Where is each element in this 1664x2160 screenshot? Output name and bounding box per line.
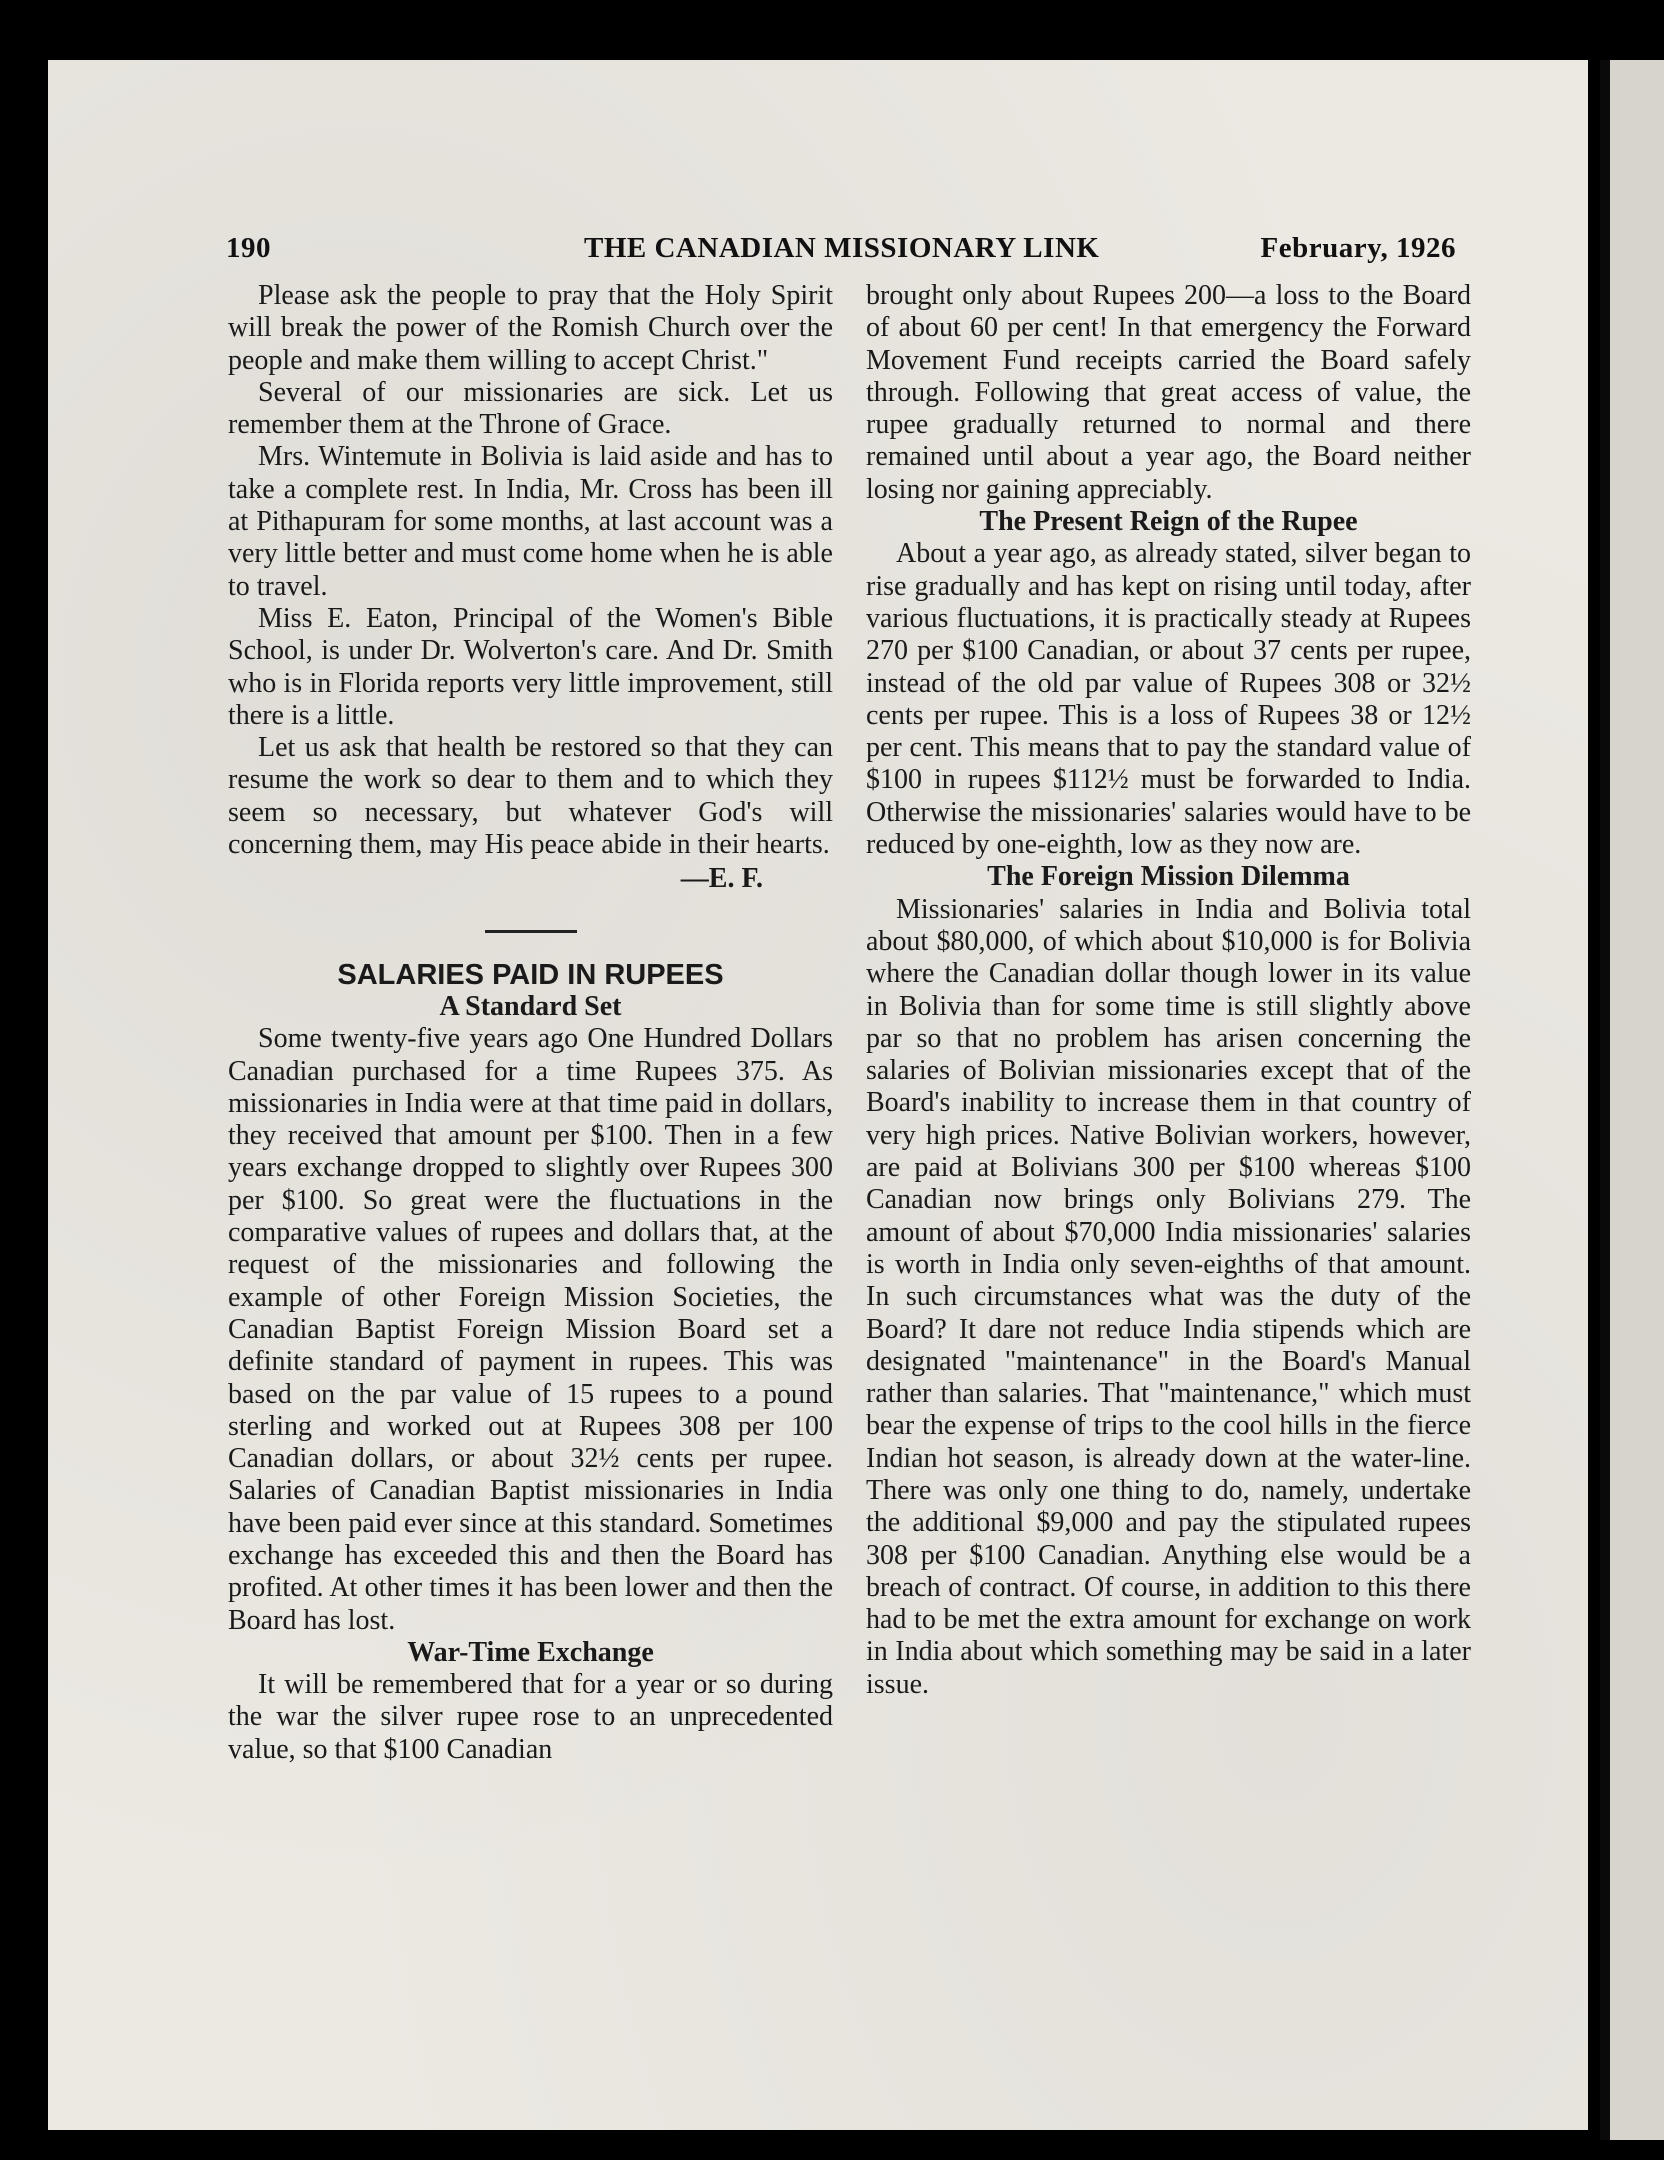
paragraph: Miss E. Eaton, Principal of the Women's Bible School, is under Dr. Wolverton's care. And Dr. Smith who is in Florida reports very little improvement, still there is a little. (228, 602, 833, 731)
article-title: SALARIES PAID IN RUPEES (337, 958, 724, 991)
subhead-war-time-exchange: War-Time Exchange (407, 1636, 654, 1668)
paragraph: About a year ago, as already stated, silver began to rise gradually and has kept on rising until today, after various fluctuations, it is practically steady at Rupees 270 per $100 Canadian, or about 37 cents per rupee, instead of the old par value of Rupees 308 or 32½ cents per rupee. This is a loss of Rupees 38 or 12½ per cent. This means that to pay the standard value of $100 in rupees $112½ must be forwarded to India. Otherwise the missionaries' salaries would have to be reduced by one-eighth, low as they now are. (866, 538, 1471, 861)
page-number: 190 (226, 232, 271, 264)
paragraph: Some twenty-five years ago One Hundred Dollars Canadian purchased for a time Rupees 375. As missionaries in India were at that time paid in dollars, they received that amount per $100. Then in a few years exchange dropped to slightly over Rupees 300 per $100. So great were the fluctuations in the comparative values of rupees and dollars that, at the request of the missionaries and following the example of other Foreign Mission Societies, the Canadian Baptist Foreign Mission Board set a definite standard of payment in rupees. This was based on the par value of 15 rupees to a pound sterling and worked out at Rupees 308 per 100 Canadian dollars, or about 32½ cents per rupee. Salaries of Canadian Baptist missionaries in India have been paid ever since at this standard. Sometimes exchange has exceeded this and then the Board has profited. At other times it has been lower and then the Board has lost. (228, 1023, 833, 1636)
left-column (228, 280, 833, 1766)
subhead-present-reign: The Present Reign of the Rupee (979, 506, 1358, 538)
paragraph: Let us ask that health be restored so that they can resume the work so dear to them and to which they seem so necessary, but whatever God's will concerning them, may His peace abide in their hearts. (228, 732, 833, 861)
subhead-foreign-mission-dilemma: The Foreign Mission Dilemma (987, 861, 1350, 893)
signature: —E. F. (680, 863, 763, 895)
paragraph: Please ask the people to pray that the Holy Spirit will break the power of the Romish Church over the people and make them willing to accept Christ." (228, 280, 833, 376)
paragraph: Mrs. Wintemute in Bolivia is laid aside and has to take a complete rest. In India, Mr. Cross has been ill at Pithapuram for some months, at last account was a very little better and must come home when he is able to travel. (228, 441, 833, 602)
binding-edge (1600, 60, 1610, 2140)
paragraph: Several of our missionaries are sick. Let us remember them at the Throne of Grace. (228, 376, 833, 441)
paragraph-continued: brought only about Rupees 200—a loss to the Board of about 60 per cent! In that emergency the Forward Movement Fund receipts carried the Board safely through. Following that great access of value, the rupee gradually returned to normal and there remained until about a year ago, the Board neither losing nor gaining appreciably. (866, 280, 1471, 505)
paragraph: Missionaries' salaries in India and Bolivia total about $80,000, of which about $10,000 is for Bolivia where the Canadian dollar though lower in its value in Bolivia than for some time is still slightly above par so that no problem has arisen concerning the salaries of Bolivian missionaries except that of the Board's inability to increase them in that country of very high prices. Native Bolivian workers, however, are paid at Bolivians 300 per $100 whereas $100 Canadian now brings only Bolivians 279. The amount of about $70,000 India missionaries' salaries is worth in India only seven-eighths of that amount. In such circumstances what was the duty of the Board? It dare not reduce India stipends which are designated "maintenance" in the Board's Manual rather than salaries. That "maintenance," which must bear the expense of trips to the cool hills in the fierce Indian hot season, is already down at the water-line. There was only one thing to do, namely, undertake the additional $9,000 and pay the stipulated rupees 308 per $100 Canadian. Anything else would be a breach of contract. Of course, in addition to this there had to be met the extra amount for exchange on work in India about which something may be said in a later issue. (866, 893, 1471, 1700)
adjacent-page-edge (1610, 60, 1664, 2140)
publication-title: THE CANADIAN MISSIONARY LINK (584, 232, 1100, 264)
running-header (226, 232, 1456, 272)
paragraph: It will be remembered that for a year or so during the war the silver rupee rose to an unprecedented value, so that $100 Canadian (228, 1669, 833, 1765)
section-divider (485, 930, 577, 933)
issue-date: February, 1926 (1260, 232, 1456, 264)
subhead-standard-set: A Standard Set (439, 990, 622, 1022)
right-column (866, 280, 1471, 1701)
